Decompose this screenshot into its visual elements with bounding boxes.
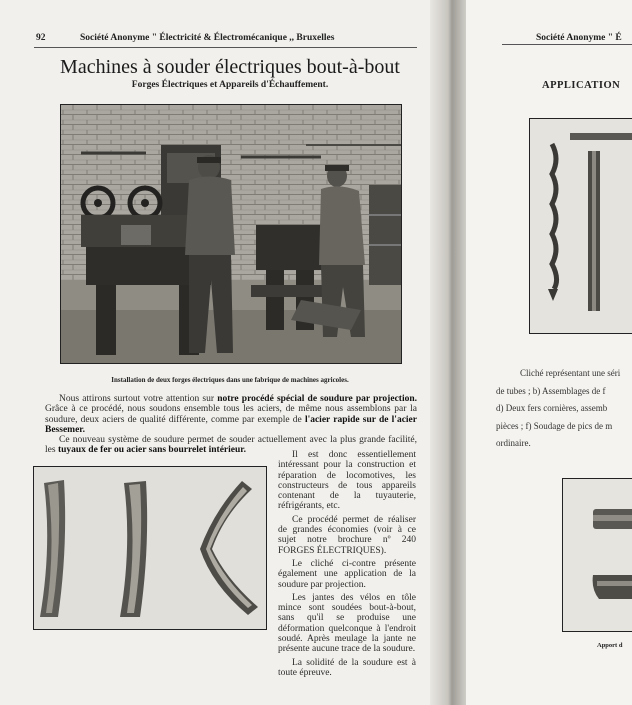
right-page-title: APPLICATION [542, 80, 621, 91]
paragraph-projection [45, 394, 417, 435]
bold-run: notre procédé spécial de soudure par projection. [217, 394, 417, 404]
text-run: Nous attirons surtout votre attention sur [59, 394, 218, 404]
text-run: Ce nouveau système de soudure permet de souder actuellement avec la plus grande facilité, les [45, 435, 417, 456]
rims-photo [33, 466, 267, 630]
right-caption: Apport d [597, 642, 623, 649]
page-subtitle: Forges Électriques et Appareils d'Échauffement. [131, 80, 329, 90]
right-line: pièces ; f) Soudage de pics de m [496, 420, 613, 431]
bars-photo [562, 478, 632, 632]
right-line: ordinaire. [496, 438, 531, 448]
bars-photo-image [563, 479, 632, 631]
right-running-header: Société Anonyme " É [536, 33, 622, 43]
workshop-photo-image [61, 105, 401, 363]
column-paragraph: La solidité de la soudure est à toute épreuve. [278, 657, 416, 678]
column-text [278, 450, 416, 681]
intro-text [45, 394, 417, 456]
page-title: Machines à souder électriques bout-à-bout [60, 56, 400, 78]
tools-photo-image [530, 119, 632, 333]
book-gutter [430, 0, 470, 705]
photo-caption: Installation de deux forges électriques dans une fabrique de machines agricoles. [111, 376, 349, 384]
right-description [496, 365, 632, 453]
column-paragraph: Il est donc essentiellement intéressant pour la construction et réparation de locomotives, les constructeurs de tous appareils contenant de la tuyauterie, réfrigérants, etc. [278, 450, 416, 512]
tools-photo [529, 118, 632, 334]
workshop-photo [60, 104, 402, 364]
bold-run: tuyaux de fer ou acier sans bourrelet intérieur. [57, 445, 246, 456]
right-line: de tubes ; b) Assemblages de f [496, 385, 606, 396]
right-page [466, 0, 632, 705]
right-header-rule [502, 44, 632, 45]
page-number: 92 [36, 33, 46, 43]
running-header: Société Anonyme " Électricité & Électromécanique ,, Bruxelles [80, 33, 335, 43]
bold-run: l'acier rapide sur de l'acier Bessemer. [45, 414, 417, 435]
rims-photo-image [34, 467, 266, 629]
column-paragraph: Le cliché ci-contre présente également une application de la soudure par projection. [278, 558, 416, 590]
text-run: Grâce à ce procédé, nous soudons ensemble tous les aciers, de même nous assemblons par la soudure, deux aciers de qualité différente, comme par exemple de [45, 404, 417, 425]
header-rule [34, 47, 417, 48]
right-line: d) Deux fers cornières, assemb [496, 403, 608, 413]
right-line: Cliché représentant une séri [520, 368, 621, 378]
column-paragraph: Ce procédé permet de réaliser de grandes économies (voir à ce sujet notre brochure nº 240 FORGES ÉLECTRIQUES). [278, 514, 416, 556]
column-paragraph: Les jantes des vélos en tôle mince sont soudées bout-à-bout, sans qu'il se produise une déformation quelconque à l'endroit soudé. Après meulage la jante ne présente aucune trace de la soudure. [278, 592, 416, 655]
